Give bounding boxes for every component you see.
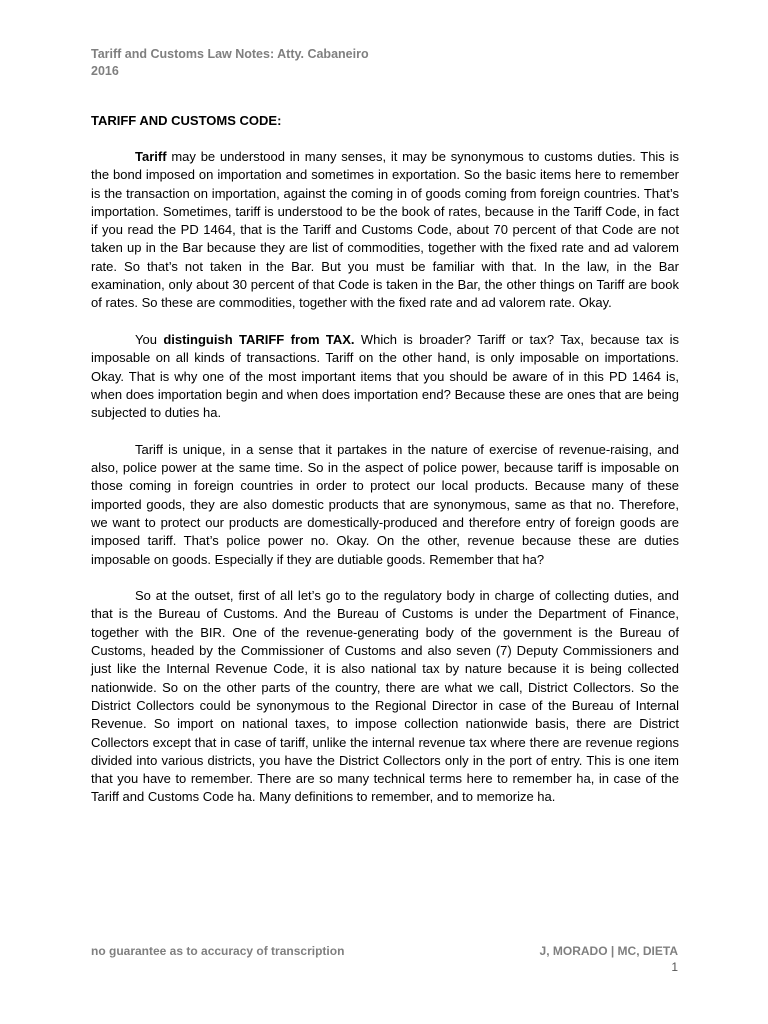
paragraph-text: Tariff is unique, in a sense that it partakes in the nature of exercise of revenue-raising, and also, police power at the same time. So in the aspect of police power, because tariff is imposable on those coming in foreign countries in order to protect our local products. Because many of these imported goods, they are also domestic products that are synonymous, same as that no. Therefore, we want to protect our products are domestically-produced and therefore entry of foreign goods are imposed tariff. That’s police power no. Okay. On the other, revenue because these are duties imposable on goods. Especially if they are dutiable goods. Remember that ha?	[91, 441, 679, 567]
paragraph-text: So at the outset, first of all let’s go to the regulatory body in charge of collecting duties, and that is the Bureau of Customs. And the Bureau of Customs is under the Department of Finance, together with the BIR. One of the revenue-generating body of the government is the Bureau of Customs, headed by the Commissioner of Customs and also seven (7) Deputy Commissioners and just like the Internal Revenue Code, it is also national tax by nature because it is being collected nationwide. So on the other parts of the country, there are what we call, District Collectors. So the District Collectors could be synonymous to the Regional Director in case of the Bureau of Internal Revenue. So import on national taxes, to impose collection nationwide basis, there are District Collectors except that in case of tariff, unlike the internal revenue tax where there are revenue regions divided into various districts, you have the District Collectors only in the port of entry. This is one item that you have to remember. There are so many technical terms here to remember ha, in case of the Tariff and Customs Code ha. Many definitions to remember, and to memorize ha.	[91, 588, 679, 805]
paragraph-bureau-of-customs	[91, 587, 679, 807]
paragraph-tariff-definition	[91, 148, 679, 313]
page-number: 1	[671, 960, 678, 974]
paragraph-text: may be understood in many senses, it may be synonymous to customs duties. This is the bond imposed on importation and sometimes in exportation. So the basic items here to remember is the transaction on importation, against the coming in of goods coming from foreign countries. That’s importation. Sometimes, tariff is understood to be the book of rates, because in the Tariff Code, in fact if you read the PD 1464, that is the Tariff and Customs Code, about 70 percent of that Code are not taken up in the Bar because they are list of commodities, together with the fixed rate and ad valorem rate. So that’s not taken in the Bar. But you must be familiar with that. In the law, in the Bar examination, only about 30 percent of that Code is taken in the Bar, the other things on Tariff are book of rates. So these are commodities, together with the fixed rate and ad valorem rate. Okay.	[91, 149, 679, 311]
page-footer-right	[540, 943, 678, 975]
paragraph-tariff-vs-tax	[91, 331, 679, 422]
header-year: 2016	[91, 64, 119, 78]
section-title: TARIFF AND CUSTOMS CODE:	[91, 113, 282, 128]
footer-authors: J, MORADO | MC, DIETA	[539, 944, 678, 958]
page-header	[91, 46, 681, 80]
header-title: Tariff and Customs Law Notes: Atty. Cabaneiro	[91, 47, 369, 61]
footer-disclaimer: no guarantee as to accuracy of transcription	[91, 944, 345, 958]
paragraph-lead: You	[135, 331, 164, 347]
bold-term: distinguish TARIFF from TAX.	[163, 331, 355, 347]
bold-term: Tariff	[135, 149, 167, 164]
paragraph-tariff-unique	[91, 441, 679, 569]
document-body	[91, 148, 679, 825]
paragraph-text: Which is broader? Tariff or tax? Tax, because tax is imposable on all kinds of transactions. Tariff on the other hand, is only imposable on importations. Okay. That is why one of the most important items that you should be aware of in this PD 1464 is, when does importation begin and when does importation end? Because these are ones that are being subjected to duties ha.	[91, 331, 679, 421]
